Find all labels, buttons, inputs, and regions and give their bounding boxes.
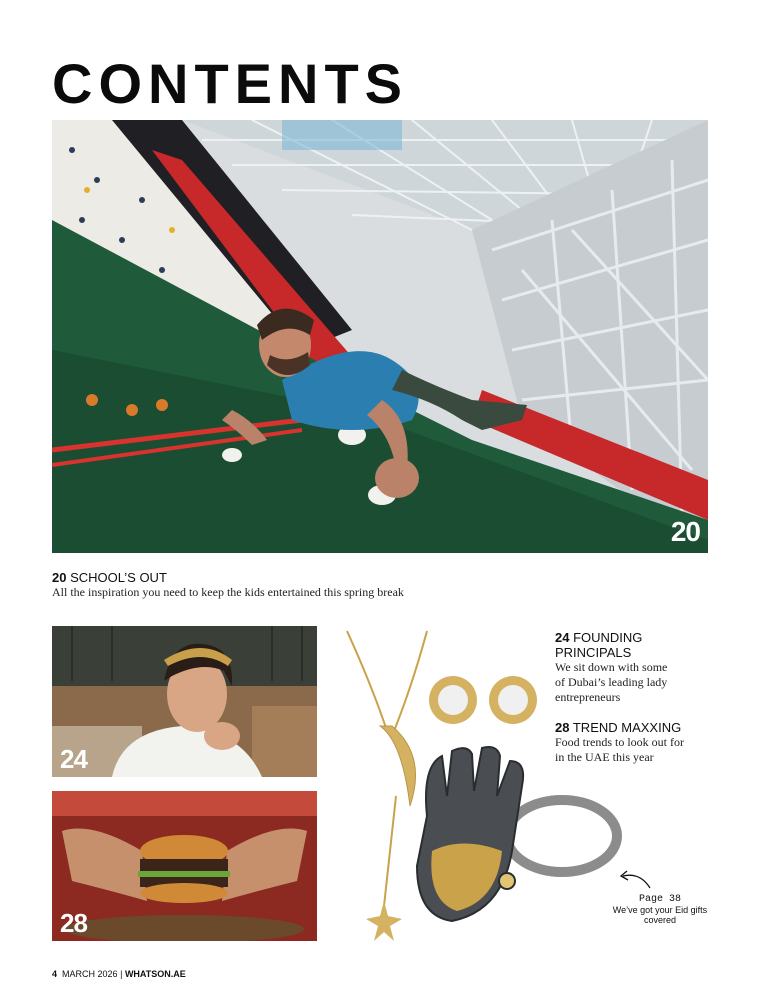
story-24-text-line3: entrepreneurs <box>555 690 621 704</box>
footer-separator: | <box>120 969 123 979</box>
page-footer <box>52 969 186 979</box>
callout-page-label: Page 38 <box>638 894 681 905</box>
story-28-text-line1: Food trends to look out for <box>555 735 684 749</box>
story-20-number: 20 <box>52 570 67 585</box>
story-28[interactable] <box>555 720 735 765</box>
story-24[interactable] <box>555 630 735 705</box>
story-28-number: 28 <box>555 720 570 735</box>
story-24-title-line2: PRINCIPALS <box>555 645 632 660</box>
climber-image <box>52 120 708 553</box>
gift-callout[interactable] <box>590 894 730 925</box>
thumb-24-photo[interactable] <box>52 626 317 777</box>
thumb-24-page-number: 24 <box>60 744 87 774</box>
story-24-text-line1: We sit down with some <box>555 660 668 674</box>
story-20-text: All the inspiration you need to keep the kids entertained this spring break <box>52 585 404 599</box>
footer-page-number: 4 <box>52 969 58 979</box>
thumb-28-page-number: 28 <box>60 908 87 938</box>
story-24-heading <box>555 630 735 645</box>
curved-arrow-icon <box>615 868 655 892</box>
story-20[interactable] <box>52 570 652 600</box>
callout-line2: covered <box>643 915 677 925</box>
story-24-title-line1: FOUNDING <box>573 630 643 645</box>
callout-line1: We’ve got your Eid gifts <box>612 905 708 915</box>
chef-image <box>52 626 317 777</box>
hero-page-number: 20 <box>670 516 700 547</box>
footer-site: WHATSON.AE <box>124 969 186 979</box>
story-28-heading <box>555 720 735 735</box>
page-title: CONTENTS <box>52 52 408 115</box>
story-28-text-line2: in the UAE this year <box>555 750 654 764</box>
story-20-title: SCHOOL’S OUT <box>70 570 167 585</box>
story-20-heading <box>52 570 652 585</box>
footer-issue: MARCH 2026 <box>62 969 118 979</box>
thumb-28-photo[interactable] <box>52 791 317 941</box>
story-24-number: 24 <box>555 630 570 645</box>
hero-photo[interactable] <box>52 120 708 553</box>
story-28-title: TREND MAXXING <box>572 720 682 735</box>
story-24-text-line2: of Dubai’s leading lady <box>555 675 668 689</box>
burger-image <box>52 791 317 941</box>
